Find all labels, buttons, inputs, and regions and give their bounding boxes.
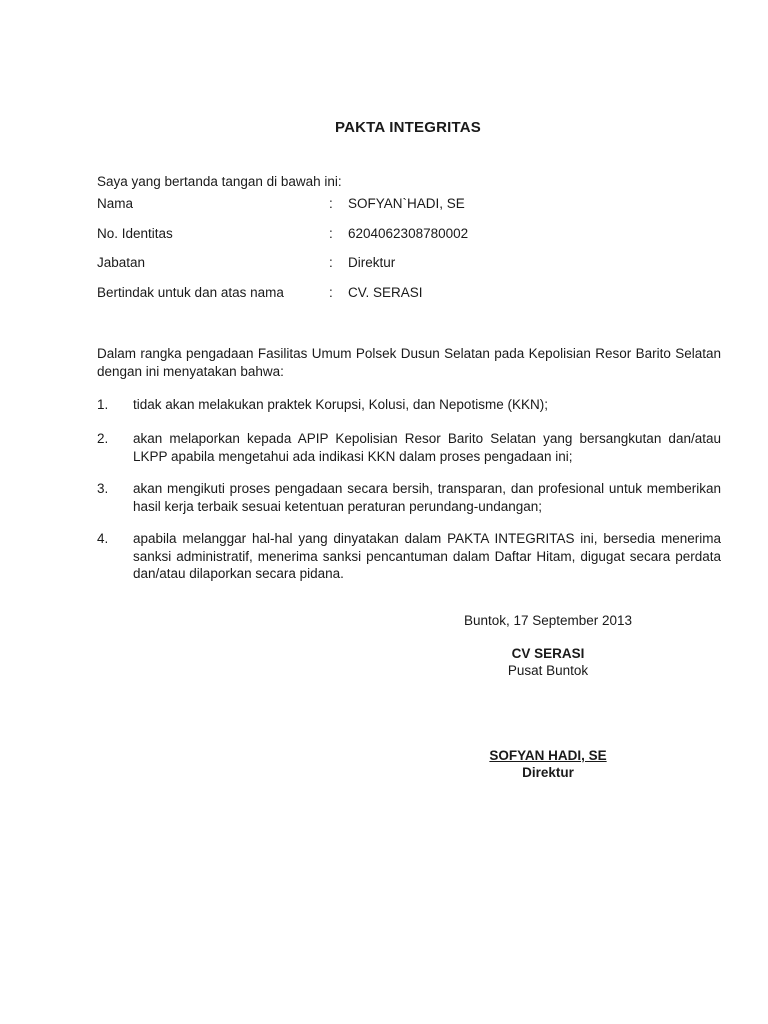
identity-label: Bertindak untuk dan atas nama	[97, 285, 284, 301]
intro-text: Saya yang bertanda tangan di bawah ini:	[97, 174, 342, 189]
list-item-text: tidak akan melakukan praktek Korupsi, Kolusi, dan Nepotisme (KKN);	[133, 397, 548, 412]
list-item-text: akan melaporkan kepada APIP Kepolisian Resor Barito Selatan yang bersangkutan dan/atau LKPP apabila mengetahui ada indikasi KKN dalam proses pengadaan ini;	[133, 431, 721, 464]
identity-separator: :	[329, 285, 333, 301]
identity-value: 6204062308780002	[348, 225, 469, 241]
list-item-text: apabila melanggar hal-hal yang dinyatakan dalam PAKTA INTEGRITAS ini, bersedia menerima sanksi administratif, menerima sanksi pencantuman dalam Daftar Hitam, digugat secara perdata dan/atau dilaporkan secara pidana.	[133, 531, 721, 581]
list-item-number: 4.	[97, 531, 109, 546]
signatory-position: Direktur	[522, 765, 574, 780]
list-item-number: 2.	[97, 431, 109, 446]
identity-value: SOFYAN`HADI, SE	[348, 196, 465, 211]
list-item-number: 3.	[97, 481, 109, 496]
identity-label: No. Identitas	[97, 225, 173, 241]
signature-branch: Pusat Buntok	[507, 663, 589, 678]
identity-separator: :	[329, 196, 333, 211]
signature-company: CV SERASI	[511, 646, 585, 661]
identity-label: Nama	[97, 196, 134, 211]
identity-label: Jabatan	[97, 255, 146, 271]
signatory-name: SOFYAN HADI, SE	[489, 748, 607, 763]
identity-separator: :	[329, 225, 333, 241]
list-item-number: 1.	[97, 397, 109, 412]
signature-place-date: Buntok, 17 September 2013	[463, 613, 633, 628]
list-item-text: akan mengikuti proses pengadaan secara bersih, transparan, dan profesional untuk memberikan hasil kerja terbaik sesuai ketentuan peraturan perundang-undangan;	[133, 481, 721, 514]
identity-value: Direktur	[348, 255, 396, 271]
document-title: PAKTA INTEGRITAS	[335, 119, 481, 136]
identity-separator: :	[329, 255, 333, 271]
identity-value: CV. SERASI	[348, 285, 423, 301]
statement-paragraph: Dalam rangka pengadaan Fasilitas Umum Polsek Dusun Selatan pada Kepolisian Resor Barito Selatan dengan ini menyatakan bahwa:	[97, 346, 721, 379]
